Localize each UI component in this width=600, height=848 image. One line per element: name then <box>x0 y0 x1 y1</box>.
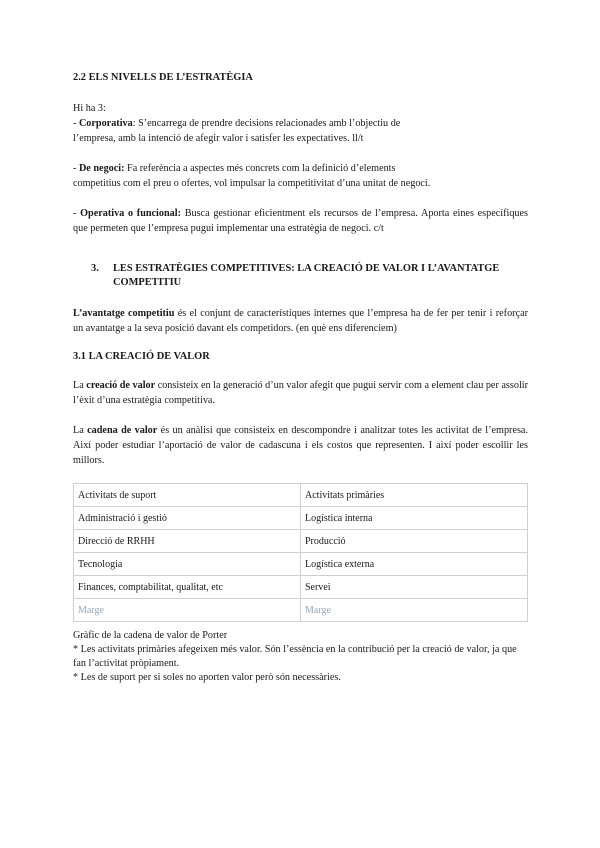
table-cell: Servei <box>301 576 528 599</box>
table-cell: Logística externa <box>301 553 528 576</box>
negoci-text-1: Fa referència a aspectes més concrets com la definició d’elements <box>124 163 396 174</box>
note-support: * Les de suport per si soles no aporten valor però són necessàries. <box>73 672 341 683</box>
cadena-text: és un anàlisi que consisteix en descompondre i analitzar totes les activitat de l’empresa. Així poder estudiar l’aportació de valor de cadascuna i els costos que representen. I així poder escollir les millors. <box>73 425 528 466</box>
operativa-label: Operativa o funcional: <box>80 208 181 219</box>
table-cell-margin: Marge <box>301 599 528 622</box>
operativa-text: Busca gestionar eficientment els recursos de l’empresa. Aporta eines específiques que permeten que l’empresa pugui implementar una estratègia de negoci. c/t <box>73 208 528 234</box>
cadena-label: cadena de valor <box>87 425 158 436</box>
table-notes <box>73 629 528 685</box>
creacio-paragraph <box>73 378 528 408</box>
cadena-paragraph <box>73 423 528 468</box>
table-row <box>74 599 528 622</box>
table-row <box>74 553 528 576</box>
table-caption: Gràfic de la cadena de valor de Porter <box>73 630 228 641</box>
table-cell: Producció <box>301 530 528 553</box>
avantatge-label: L’avantatge competitiu <box>73 308 175 319</box>
corporativa-label: Corporativa <box>78 118 133 129</box>
table-header-row <box>74 484 528 507</box>
table-cell: Logística interna <box>301 507 528 530</box>
header-primary: Activitats primàries <box>301 484 528 507</box>
table-cell: Finances, comptabilitat, qualitat, etc <box>74 576 301 599</box>
table-row <box>74 507 528 530</box>
table-row <box>74 576 528 599</box>
corporativa-text-2: l’empresa, amb la intenció de afegir valor i satisfer les expectatives. ll/t <box>73 133 364 144</box>
value-chain-table <box>73 483 528 622</box>
avantatge-paragraph <box>73 306 528 336</box>
creacio-text: consisteix en la generació d’un valor afegit que pugui servir com a element clau per assolir l’èxit d’una estratègia competitiva. <box>73 380 528 406</box>
levels-intro <box>73 101 528 146</box>
negoci-item: - De negoci: Fa referència a aspectes més concrets com la definició d’elements competitius com el preu o ofertes, vol impulsar la competitivitat d’una unitat de negoci. <box>73 161 528 191</box>
corporativa-item: - Corporativa: S’encarrega de prendre decisions relacionades amb l’objectiu de <box>73 118 401 129</box>
p1-prefix: La <box>73 380 87 391</box>
header-support: Activitats de suport <box>74 484 301 507</box>
negoci-label: De negoci: <box>78 163 125 174</box>
negoci-text-2: competitius com el preu o ofertes, vol impulsar la competitivitat d’una unitat de negoci. <box>73 178 431 189</box>
table-cell: Tecnologia <box>74 553 301 576</box>
section-3-number: 3. <box>91 263 99 274</box>
creacio-label: creació de valor <box>86 380 156 391</box>
table-cell-margin: Marge <box>74 599 301 622</box>
table-row <box>74 530 528 553</box>
p2-prefix: La <box>73 425 88 436</box>
operativa-item: - Operativa o funcional: Busca gestionar eficientment els recursos de l’empresa. Aporta eines específiques que permeten que l’empresa pugui implementar una estratègia de negoci. c/t <box>73 208 528 234</box>
note-primary: * Les activitats primàries afegeixen més valor. Són l’essència en la contribució per la creació de valor, ja que fan l’activitat pròpiament. <box>73 644 517 669</box>
section-3-title: LES ESTRATÈGIES COMPETITIVES: LA CREACIÓ DE VALOR I L’AVANTATGE COMPETITIU <box>113 263 500 288</box>
table-cell: Administració i gestió <box>74 507 301 530</box>
avantatge-text: és el conjunt de característiques internes que l’empresa ha de fer per tenir i reforçar un avantatge a la seva posició davant els competidors. (en què ens diferenciem) <box>73 308 529 334</box>
table-cell: Direcció de RRHH <box>74 530 301 553</box>
corporativa-text-1: : S’encarrega de prendre decisions relacionades amb l’objectiu de <box>132 118 401 129</box>
section-heading-3-1: 3.1 LA CREACIÓ DE VALOR <box>73 351 210 362</box>
section-heading-2-2: 2.2 ELS NIVELLS DE L’ESTRATÈGIA <box>73 72 253 83</box>
intro-text: Hi ha 3: <box>73 103 106 114</box>
